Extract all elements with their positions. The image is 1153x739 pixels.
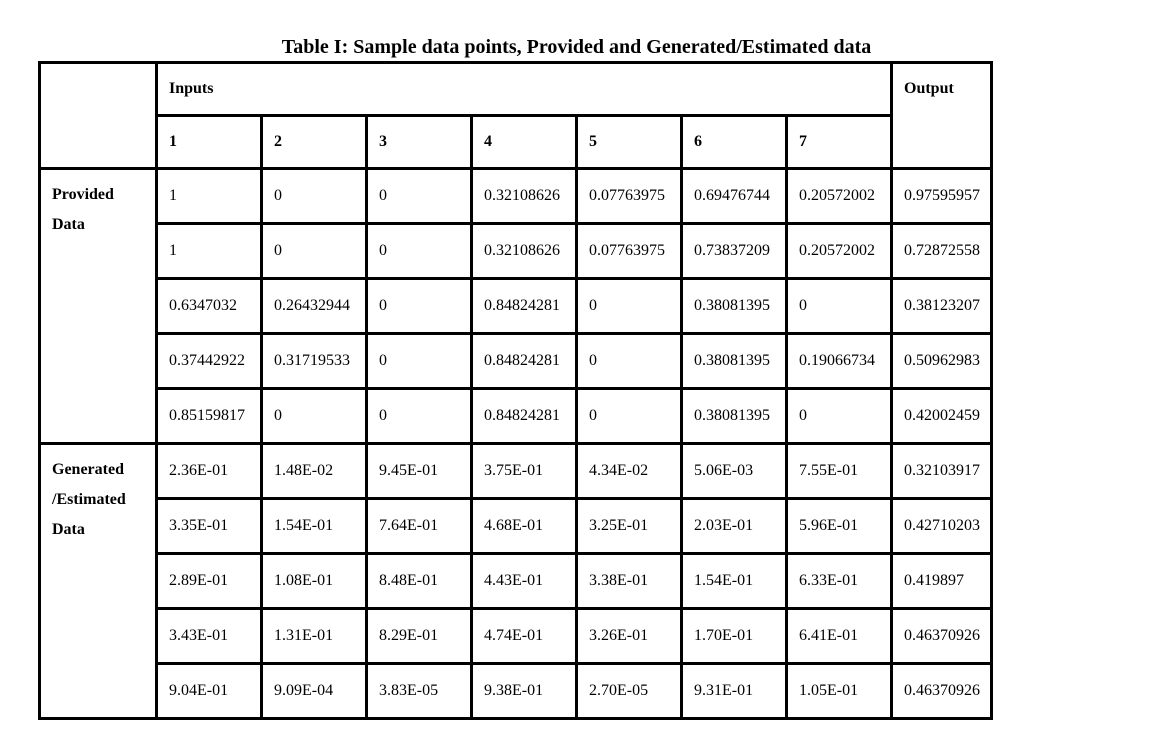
table-row: [40, 334, 992, 389]
input-cell: 1.05E-01: [787, 664, 892, 719]
output-cell: 0.32103917: [892, 444, 992, 499]
input-cell: 5.96E-01: [787, 499, 892, 554]
column-header: 6: [682, 116, 787, 169]
table-row: [40, 554, 992, 609]
input-cell: 3.26E-01: [577, 609, 682, 664]
input-cell: 0.20572002: [787, 169, 892, 224]
input-cell: 8.48E-01: [367, 554, 472, 609]
column-header: 7: [787, 116, 892, 169]
provided-group-label-line: Provided: [52, 186, 114, 203]
table-row: [40, 389, 992, 444]
input-cell: 1.08E-01: [262, 554, 367, 609]
input-cell: 1.54E-01: [262, 499, 367, 554]
input-cell: 0: [787, 389, 892, 444]
column-header: 2: [262, 116, 367, 169]
header-row-columns: [40, 116, 992, 169]
input-cell: 4.43E-01: [472, 554, 577, 609]
input-cell: 9.04E-01: [157, 664, 262, 719]
output-cell: 0.97595957: [892, 169, 992, 224]
input-cell: 7.55E-01: [787, 444, 892, 499]
input-cell: 0: [367, 279, 472, 334]
output-cell: 0.72872558: [892, 224, 992, 279]
input-cell: 0.07763975: [577, 169, 682, 224]
input-cell: 9.31E-01: [682, 664, 787, 719]
input-cell: 4.68E-01: [472, 499, 577, 554]
input-cell: 0.20572002: [787, 224, 892, 279]
column-header: 1: [157, 116, 262, 169]
generated-group-label-line: Generated: [52, 461, 124, 478]
table-row: [40, 664, 992, 719]
output-cell: 0.419897: [892, 554, 992, 609]
input-cell: 0.38081395: [682, 334, 787, 389]
input-cell: 1: [157, 224, 262, 279]
input-cell: 6.33E-01: [787, 554, 892, 609]
input-cell: 0.73837209: [682, 224, 787, 279]
input-cell: 0.84824281: [472, 279, 577, 334]
table-row: [40, 499, 992, 554]
input-cell: 3.25E-01: [577, 499, 682, 554]
input-cell: 2.36E-01: [157, 444, 262, 499]
input-cell: 5.06E-03: [682, 444, 787, 499]
provided-group-label-line: Data: [52, 216, 85, 233]
input-cell: 8.29E-01: [367, 609, 472, 664]
input-cell: 0: [577, 389, 682, 444]
generated-group-label: [40, 444, 157, 719]
input-cell: 3.75E-01: [472, 444, 577, 499]
table-row: [40, 609, 992, 664]
table-row: [40, 444, 992, 499]
input-cell: 1: [157, 169, 262, 224]
input-cell: 0.6347032: [157, 279, 262, 334]
input-cell: 2.70E-05: [577, 664, 682, 719]
input-cell: 3.43E-01: [157, 609, 262, 664]
input-cell: 0.37442922: [157, 334, 262, 389]
header-row-groups: [40, 63, 992, 116]
input-cell: 1.31E-01: [262, 609, 367, 664]
input-cell: 6.41E-01: [787, 609, 892, 664]
output-cell: 0.42710203: [892, 499, 992, 554]
input-cell: 0: [787, 279, 892, 334]
output-cell: 0.38123207: [892, 279, 992, 334]
input-cell: 4.34E-02: [577, 444, 682, 499]
column-header: 3: [367, 116, 472, 169]
output-header: Output: [892, 63, 992, 169]
input-cell: 0.84824281: [472, 389, 577, 444]
input-cell: 0.32108626: [472, 224, 577, 279]
table-row: [40, 279, 992, 334]
input-cell: 0: [577, 334, 682, 389]
column-header: 5: [577, 116, 682, 169]
table-row: [40, 169, 992, 224]
input-cell: 9.45E-01: [367, 444, 472, 499]
input-cell: 1.70E-01: [682, 609, 787, 664]
input-cell: 2.03E-01: [682, 499, 787, 554]
data-table: [38, 61, 993, 720]
input-cell: 9.09E-04: [262, 664, 367, 719]
input-cell: 0.32108626: [472, 169, 577, 224]
input-cell: 0.07763975: [577, 224, 682, 279]
column-header: 4: [472, 116, 577, 169]
output-cell: 0.50962983: [892, 334, 992, 389]
input-cell: 0: [262, 169, 367, 224]
input-cell: 2.89E-01: [157, 554, 262, 609]
input-cell: 0.84824281: [472, 334, 577, 389]
input-cell: 0.19066734: [787, 334, 892, 389]
input-cell: 0.69476744: [682, 169, 787, 224]
input-cell: 0.38081395: [682, 279, 787, 334]
input-cell: 0.31719533: [262, 334, 367, 389]
table-caption: Table I: Sample data points, Provided and Generated/Estimated data: [281, 36, 872, 58]
input-cell: 0.85159817: [157, 389, 262, 444]
input-cell: 0: [367, 169, 472, 224]
input-cell: 3.38E-01: [577, 554, 682, 609]
input-cell: 0.38081395: [682, 389, 787, 444]
input-cell: 1.48E-02: [262, 444, 367, 499]
input-cell: 0: [262, 224, 367, 279]
input-cell: 0.26432944: [262, 279, 367, 334]
input-cell: 0: [367, 389, 472, 444]
input-cell: 0: [262, 389, 367, 444]
input-cell: 3.83E-05: [367, 664, 472, 719]
table-row: [40, 224, 992, 279]
output-cell: 0.46370926: [892, 664, 992, 719]
input-cell: 0: [367, 334, 472, 389]
input-cell: 0: [367, 224, 472, 279]
input-cell: 4.74E-01: [472, 609, 577, 664]
corner-cell: [40, 63, 157, 169]
provided-group-label: [40, 169, 157, 444]
input-cell: 1.54E-01: [682, 554, 787, 609]
generated-group-label-line: /Estimated: [52, 491, 126, 508]
input-cell: 9.38E-01: [472, 664, 577, 719]
input-cell: 3.35E-01: [157, 499, 262, 554]
input-cell: 7.64E-01: [367, 499, 472, 554]
output-cell: 0.46370926: [892, 609, 992, 664]
inputs-header: Inputs: [157, 63, 892, 116]
generated-group-label-line: Data: [52, 521, 85, 538]
output-cell: 0.42002459: [892, 389, 992, 444]
input-cell: 0: [577, 279, 682, 334]
